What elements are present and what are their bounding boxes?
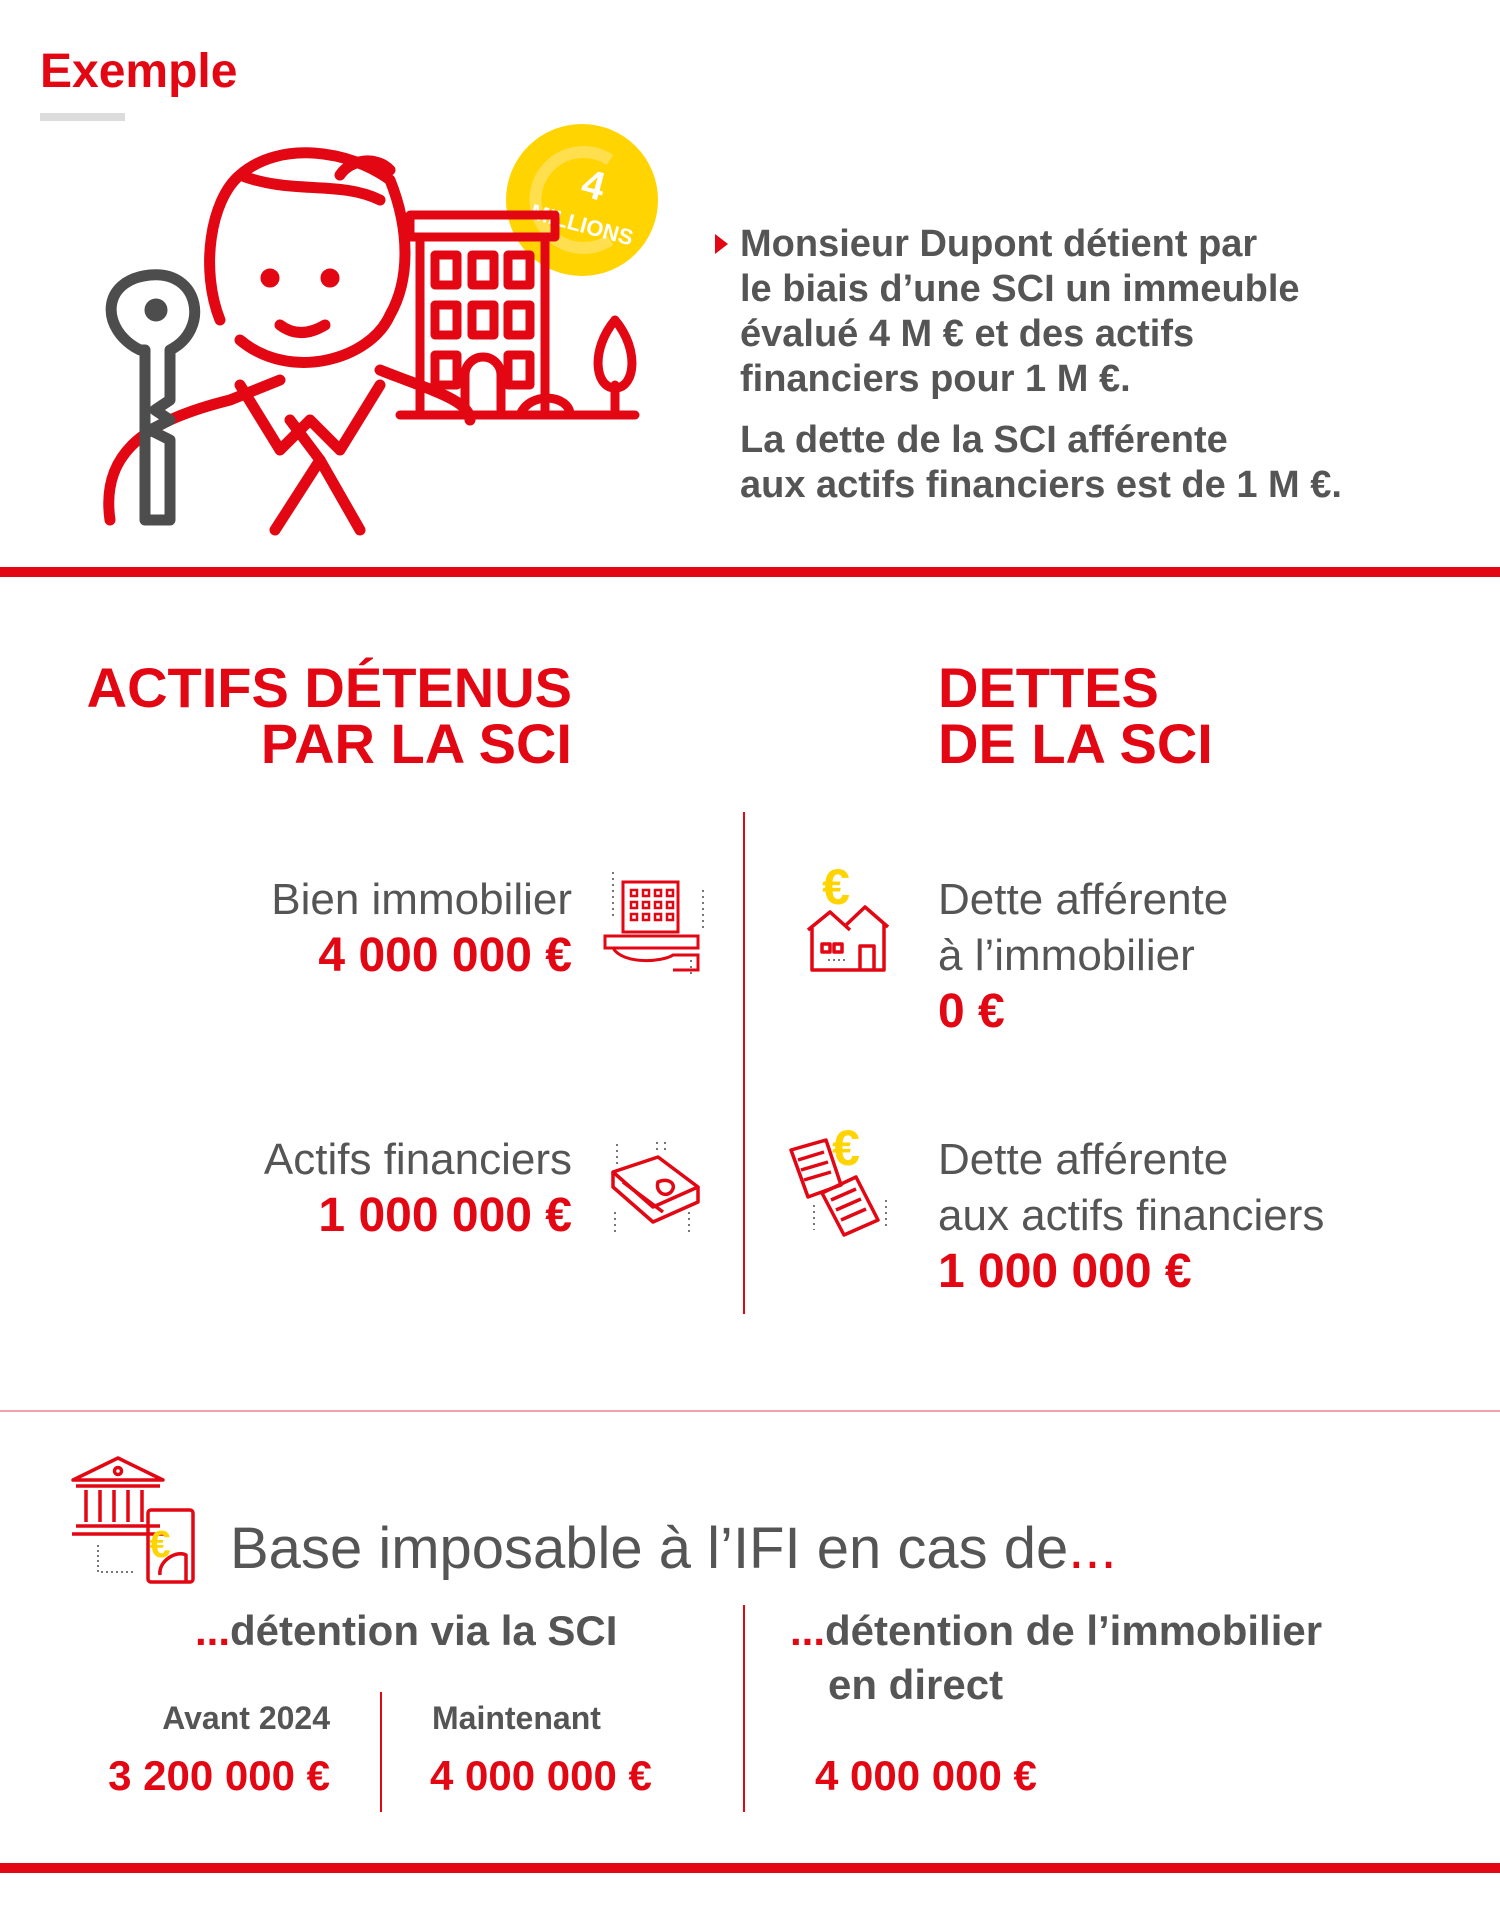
asset-financial: Actifs financiers 1 000 000 € [263,1135,572,1242]
wallet-icon [603,1142,708,1237]
before-2024-amount: 3 200 000 € [108,1752,330,1799]
bank-payment-icon [68,1450,203,1585]
debt-real-estate: Dette afférente à l’immobilier 0 € [938,875,1229,1038]
intro-text [740,222,1460,508]
base-title: Base imposable à l’IFI en cas de... [230,1516,1117,1581]
page-title: Exemple [40,45,238,98]
euro-icon: € [149,1524,171,1566]
debts-heading: DETTES DE LA SCI [938,656,1213,775]
building-in-hand-icon [603,870,708,975]
coin-word: MILLIONS [527,199,636,251]
direct-amount: 4 000 000 € [815,1752,1037,1799]
debt-financial: Dette afférente aux actifs financiers 1 000 000 € [938,1135,1325,1298]
euro-documents-icon [786,1115,896,1240]
divider-middle [0,1410,1500,1412]
euro-icon [822,862,850,915]
assets-heading: ACTIFS DÉTENUS PAR LA SCI [86,656,572,775]
key-icon [111,275,195,520]
divider-top [0,567,1500,577]
owner-illustration [90,120,670,540]
bullet-arrow-icon [715,234,728,254]
intro-paragraph-1: Monsieur Dupont détient par le biais d’une SCI un immeuble évalué 4 M € et des actifs financiers pour 1 M €. [740,223,1300,400]
center-divider [743,812,745,1314]
euro-icon: € [832,1120,860,1176]
now-amount: 4 000 000 € [430,1752,652,1799]
intro-paragraph-2: La dette de la SCI afférente aux actifs financiers est de 1 M €. [740,419,1342,506]
direct-heading: ...détention de l’immobilier en direct [790,1607,1323,1708]
now-label: Maintenant [432,1700,601,1736]
before-2024-label: Avant 2024 [162,1700,330,1736]
asset-real-estate: Bien immobilier 4 000 000 € [271,875,572,982]
sci-heading: ...détention via la SCI [195,1607,618,1654]
divider-bottom [0,1863,1500,1873]
svg-text:€: € [822,862,850,915]
euro-house-icon [800,862,895,977]
base-divider [743,1605,745,1812]
coin-number: 4 [576,161,610,210]
sci-divider [380,1692,382,1812]
